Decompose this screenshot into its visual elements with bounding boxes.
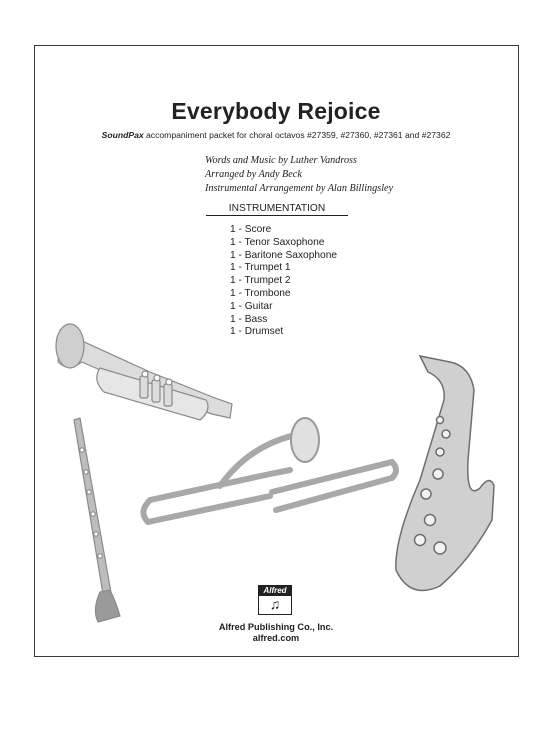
publisher-url[interactable]: alfred.com [252, 633, 300, 643]
saxophone-illustration [396, 356, 494, 590]
alfred-logo [258, 585, 292, 615]
publisher-block [0, 622, 552, 644]
list-item: 1 - Tenor Saxophone [230, 236, 325, 248]
alfred-logo-text: Alfred [259, 586, 291, 596]
clarinet-illustration [74, 418, 120, 622]
credit-instrumental: Instrumental Arrangement by Alan Billingsley [205, 183, 394, 194]
page-title: Everybody Rejoice [171, 98, 381, 124]
credit-arranger: Arranged by Andy Beck [205, 169, 302, 180]
list-item: 1 - Trombone [230, 287, 291, 299]
subtitle-brand: SoundPax [101, 130, 144, 140]
list-item: 1 - Baritone Saxophone [230, 249, 338, 261]
list-item: 1 - Bass [230, 313, 268, 325]
subtitle-text: accompaniment packet for choral octavos #27359, #27360, #27361 and #27362 [143, 130, 451, 140]
list-item: 1 - Trumpet 1 [230, 262, 291, 274]
publisher-name: Alfred Publishing Co., Inc. [218, 622, 334, 632]
list-item: 1 - Trumpet 2 [230, 275, 291, 287]
trumpet-illustration [56, 324, 232, 420]
list-item: 1 - Guitar [230, 300, 273, 312]
instrumentation-heading: INSTRUMENTATION [206, 203, 348, 216]
credit-words-music: Words and Music by Luther Vandross [205, 155, 357, 166]
list-item: 1 - Score [230, 224, 272, 235]
alfred-logo-icon: ♫ [269, 596, 281, 612]
trombone-illustration [143, 418, 396, 522]
list-item: 1 - Drumset [230, 326, 284, 338]
